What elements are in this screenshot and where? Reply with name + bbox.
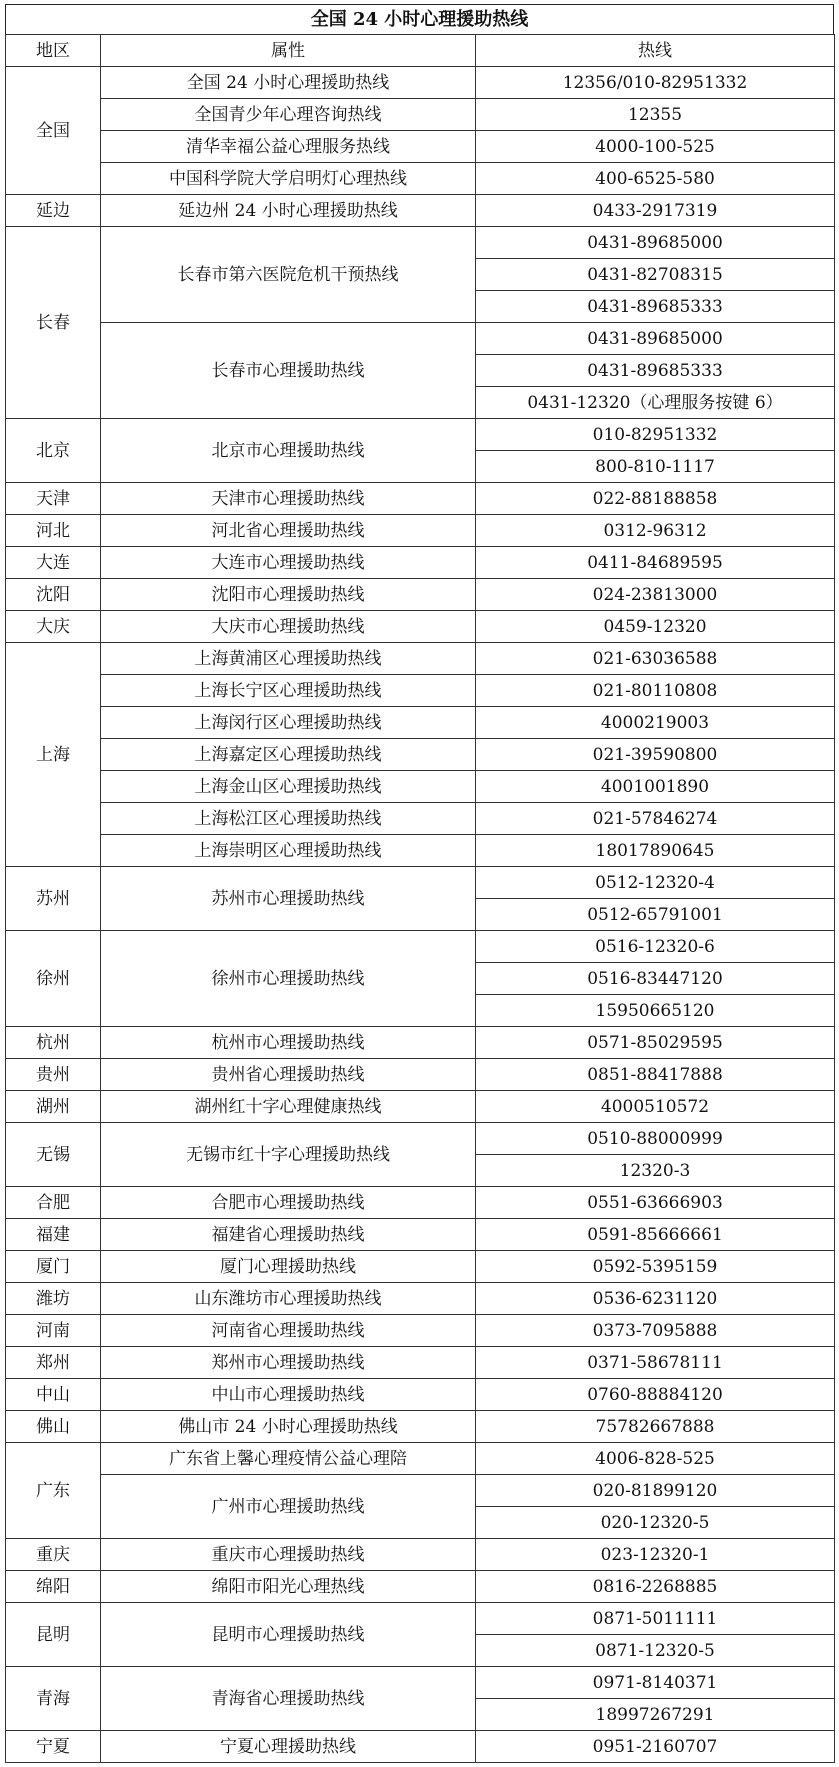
table-row [6, 771, 835, 803]
table-row [6, 1475, 835, 1507]
region-cell: 昆明 [6, 1603, 101, 1667]
region-cell: 河北 [6, 515, 101, 547]
table-row [6, 1379, 835, 1411]
table-row [6, 1315, 835, 1347]
hotline-cell: 010-82951332 [476, 419, 835, 451]
region-cell: 杭州 [6, 1027, 101, 1059]
table-row [6, 643, 835, 675]
attribute-cell: 上海长宁区心理援助热线 [101, 675, 476, 707]
region-cell: 贵州 [6, 1059, 101, 1091]
attribute-cell: 福建省心理援助热线 [101, 1219, 476, 1251]
table-row [6, 1443, 835, 1475]
hotline-cell: 0373-7095888 [476, 1315, 835, 1347]
table-row [6, 1027, 835, 1059]
table-row [6, 1571, 835, 1603]
attribute-cell: 天津市心理援助热线 [101, 483, 476, 515]
table-row [6, 227, 835, 259]
hotline-cell: 0591-85666661 [476, 1219, 835, 1251]
region-cell: 中山 [6, 1379, 101, 1411]
region-cell: 福建 [6, 1219, 101, 1251]
hotline-cell: 4001001890 [476, 771, 835, 803]
table-row [6, 1731, 835, 1763]
hotline-cell: 0516-12320-6 [476, 931, 835, 963]
attribute-cell: 合肥市心理援助热线 [101, 1187, 476, 1219]
attribute-cell: 上海崇明区心理援助热线 [101, 835, 476, 867]
hotline-table [5, 34, 835, 1763]
hotline-cell: 4000-100-525 [476, 131, 835, 163]
hotline-cell: 12355 [476, 99, 835, 131]
region-cell: 郑州 [6, 1347, 101, 1379]
table-row [6, 707, 835, 739]
attribute-cell: 延边州 24 小时心理援助热线 [101, 195, 476, 227]
hotline-cell: 0851-88417888 [476, 1059, 835, 1091]
hotline-cell: 0512-65791001 [476, 899, 835, 931]
region-cell: 北京 [6, 419, 101, 483]
table-row [6, 515, 835, 547]
attribute-cell: 杭州市心理援助热线 [101, 1027, 476, 1059]
hotline-cell: 0871-12320-5 [476, 1635, 835, 1667]
attribute-cell: 上海嘉定区心理援助热线 [101, 739, 476, 771]
attribute-cell: 河南省心理援助热线 [101, 1315, 476, 1347]
table-row [6, 99, 835, 131]
region-cell: 合肥 [6, 1187, 101, 1219]
table-row [6, 1059, 835, 1091]
attribute-cell: 北京市心理援助热线 [101, 419, 476, 483]
attribute-cell: 上海闵行区心理援助热线 [101, 707, 476, 739]
hotline-cell: 18997267291 [476, 1699, 835, 1731]
attribute-cell: 上海松江区心理援助热线 [101, 803, 476, 835]
region-cell: 广东 [6, 1443, 101, 1539]
attribute-cell: 昆明市心理援助热线 [101, 1603, 476, 1667]
region-cell: 河南 [6, 1315, 101, 1347]
table-row [6, 611, 835, 643]
hotline-cell: 0512-12320-4 [476, 867, 835, 899]
table-row [6, 1123, 835, 1155]
table-row [6, 867, 835, 899]
hotline-cell: 0951-2160707 [476, 1731, 835, 1763]
table-row [6, 419, 835, 451]
hotline-cell: 0571-85029595 [476, 1027, 835, 1059]
region-cell: 佛山 [6, 1411, 101, 1443]
hotline-cell: 0431-89685333 [476, 291, 835, 323]
attribute-cell: 上海金山区心理援助热线 [101, 771, 476, 803]
hotline-cell: 0459-12320 [476, 611, 835, 643]
attribute-cell: 佛山市 24 小时心理援助热线 [101, 1411, 476, 1443]
hotline-cell: 0871-5011111 [476, 1603, 835, 1635]
region-cell: 厦门 [6, 1251, 101, 1283]
hotline-cell: 0431-82708315 [476, 259, 835, 291]
region-cell: 长春 [6, 227, 101, 419]
attribute-cell: 长春市心理援助热线 [101, 323, 476, 419]
hotline-cell: 0971-8140371 [476, 1667, 835, 1699]
table-row [6, 195, 835, 227]
table-row [6, 67, 835, 99]
table-row [6, 579, 835, 611]
hotline-cell: 12356/010-82951332 [476, 67, 835, 99]
attribute-cell: 河北省心理援助热线 [101, 515, 476, 547]
hotline-cell: 800-810-1117 [476, 451, 835, 483]
hotline-cell: 023-12320-1 [476, 1539, 835, 1571]
table-row [6, 931, 835, 963]
hotline-cell: 024-23813000 [476, 579, 835, 611]
attribute-cell: 湖州红十字心理健康热线 [101, 1091, 476, 1123]
table-row [6, 1347, 835, 1379]
table-title: 全国 24 小时心理援助热线 [5, 4, 834, 34]
header-row [6, 35, 835, 67]
region-cell: 大连 [6, 547, 101, 579]
table-row [6, 1667, 835, 1699]
table-row [6, 803, 835, 835]
attribute-cell: 贵州省心理援助热线 [101, 1059, 476, 1091]
attribute-cell: 广州市心理援助热线 [101, 1475, 476, 1539]
hotline-cell: 0510-88000999 [476, 1123, 835, 1155]
region-cell: 宁夏 [6, 1731, 101, 1763]
attribute-cell: 青海省心理援助热线 [101, 1667, 476, 1731]
attribute-cell: 宁夏心理援助热线 [101, 1731, 476, 1763]
hotline-cell: 0592-5395159 [476, 1251, 835, 1283]
hotline-cell: 0312-96312 [476, 515, 835, 547]
hotline-cell: 021-80110808 [476, 675, 835, 707]
attribute-cell: 绵阳市阳光心理热线 [101, 1571, 476, 1603]
hotline-cell: 75782667888 [476, 1411, 835, 1443]
hotline-cell: 4000219003 [476, 707, 835, 739]
hotline-cell: 15950665120 [476, 995, 835, 1027]
region-cell: 大庆 [6, 611, 101, 643]
header-region: 地区 [6, 35, 101, 67]
attribute-cell: 大庆市心理援助热线 [101, 611, 476, 643]
table-row [6, 1091, 835, 1123]
region-cell: 上海 [6, 643, 101, 867]
attribute-cell: 中国科学院大学启明灯心理热线 [101, 163, 476, 195]
attribute-cell: 广东省上馨心理疫情公益心理陪 [101, 1443, 476, 1475]
attribute-cell: 全国青少年心理咨询热线 [101, 99, 476, 131]
hotline-cell: 0433-2917319 [476, 195, 835, 227]
attribute-cell: 重庆市心理援助热线 [101, 1539, 476, 1571]
hotline-cell: 0551-63666903 [476, 1187, 835, 1219]
attribute-cell: 徐州市心理援助热线 [101, 931, 476, 1027]
hotline-cell: 0411-84689595 [476, 547, 835, 579]
hotline-cell: 0431-89685333 [476, 355, 835, 387]
attribute-cell: 苏州市心理援助热线 [101, 867, 476, 931]
table-row [6, 483, 835, 515]
table-row [6, 1283, 835, 1315]
attribute-cell: 沈阳市心理援助热线 [101, 579, 476, 611]
hotline-cell: 020-12320-5 [476, 1507, 835, 1539]
hotline-cell: 021-39590800 [476, 739, 835, 771]
attribute-cell: 厦门心理援助热线 [101, 1251, 476, 1283]
region-cell: 重庆 [6, 1539, 101, 1571]
table-row [6, 131, 835, 163]
table-row [6, 675, 835, 707]
hotline-cell: 400-6525-580 [476, 163, 835, 195]
hotline-cell: 12320-3 [476, 1155, 835, 1187]
table-row [6, 1411, 835, 1443]
hotline-cell: 4006-828-525 [476, 1443, 835, 1475]
table-row [6, 1603, 835, 1635]
header-hotline: 热线 [476, 35, 835, 67]
hotline-cell: 021-63036588 [476, 643, 835, 675]
hotline-cell: 4000510572 [476, 1091, 835, 1123]
hotline-cell: 0816-2268885 [476, 1571, 835, 1603]
table-row [6, 1187, 835, 1219]
region-cell: 无锡 [6, 1123, 101, 1187]
attribute-cell: 上海黄浦区心理援助热线 [101, 643, 476, 675]
table-row [6, 1219, 835, 1251]
region-cell: 全国 [6, 67, 101, 195]
table-row [6, 163, 835, 195]
attribute-cell: 山东潍坊市心理援助热线 [101, 1283, 476, 1315]
header-attribute: 属性 [101, 35, 476, 67]
hotline-cell: 020-81899120 [476, 1475, 835, 1507]
table-row [6, 323, 835, 355]
region-cell: 延边 [6, 195, 101, 227]
attribute-cell: 郑州市心理援助热线 [101, 1347, 476, 1379]
hotline-cell: 18017890645 [476, 835, 835, 867]
hotline-cell: 0431-12320（心理服务按键 6） [476, 387, 835, 419]
region-cell: 潍坊 [6, 1283, 101, 1315]
region-cell: 天津 [6, 483, 101, 515]
region-cell: 沈阳 [6, 579, 101, 611]
region-cell: 绵阳 [6, 1571, 101, 1603]
table-body [6, 67, 835, 1763]
region-cell: 苏州 [6, 867, 101, 931]
table-row [6, 1539, 835, 1571]
hotline-cell: 021-57846274 [476, 803, 835, 835]
attribute-cell: 无锡市红十字心理援助热线 [101, 1123, 476, 1187]
region-cell: 徐州 [6, 931, 101, 1027]
hotline-cell: 0760-88884120 [476, 1379, 835, 1411]
attribute-cell: 大连市心理援助热线 [101, 547, 476, 579]
table-row [6, 1251, 835, 1283]
hotline-cell: 0371-58678111 [476, 1347, 835, 1379]
region-cell: 湖州 [6, 1091, 101, 1123]
table-row [6, 739, 835, 771]
hotline-sheet [5, 4, 834, 1763]
attribute-cell: 长春市第六医院危机干预热线 [101, 227, 476, 323]
attribute-cell: 全国 24 小时心理援助热线 [101, 67, 476, 99]
attribute-cell: 中山市心理援助热线 [101, 1379, 476, 1411]
hotline-cell: 0536-6231120 [476, 1283, 835, 1315]
hotline-cell: 022-88188858 [476, 483, 835, 515]
attribute-cell: 清华幸福公益心理服务热线 [101, 131, 476, 163]
hotline-cell: 0516-83447120 [476, 963, 835, 995]
table-row [6, 835, 835, 867]
hotline-cell: 0431-89685000 [476, 227, 835, 259]
region-cell: 青海 [6, 1667, 101, 1731]
hotline-cell: 0431-89685000 [476, 323, 835, 355]
table-row [6, 547, 835, 579]
